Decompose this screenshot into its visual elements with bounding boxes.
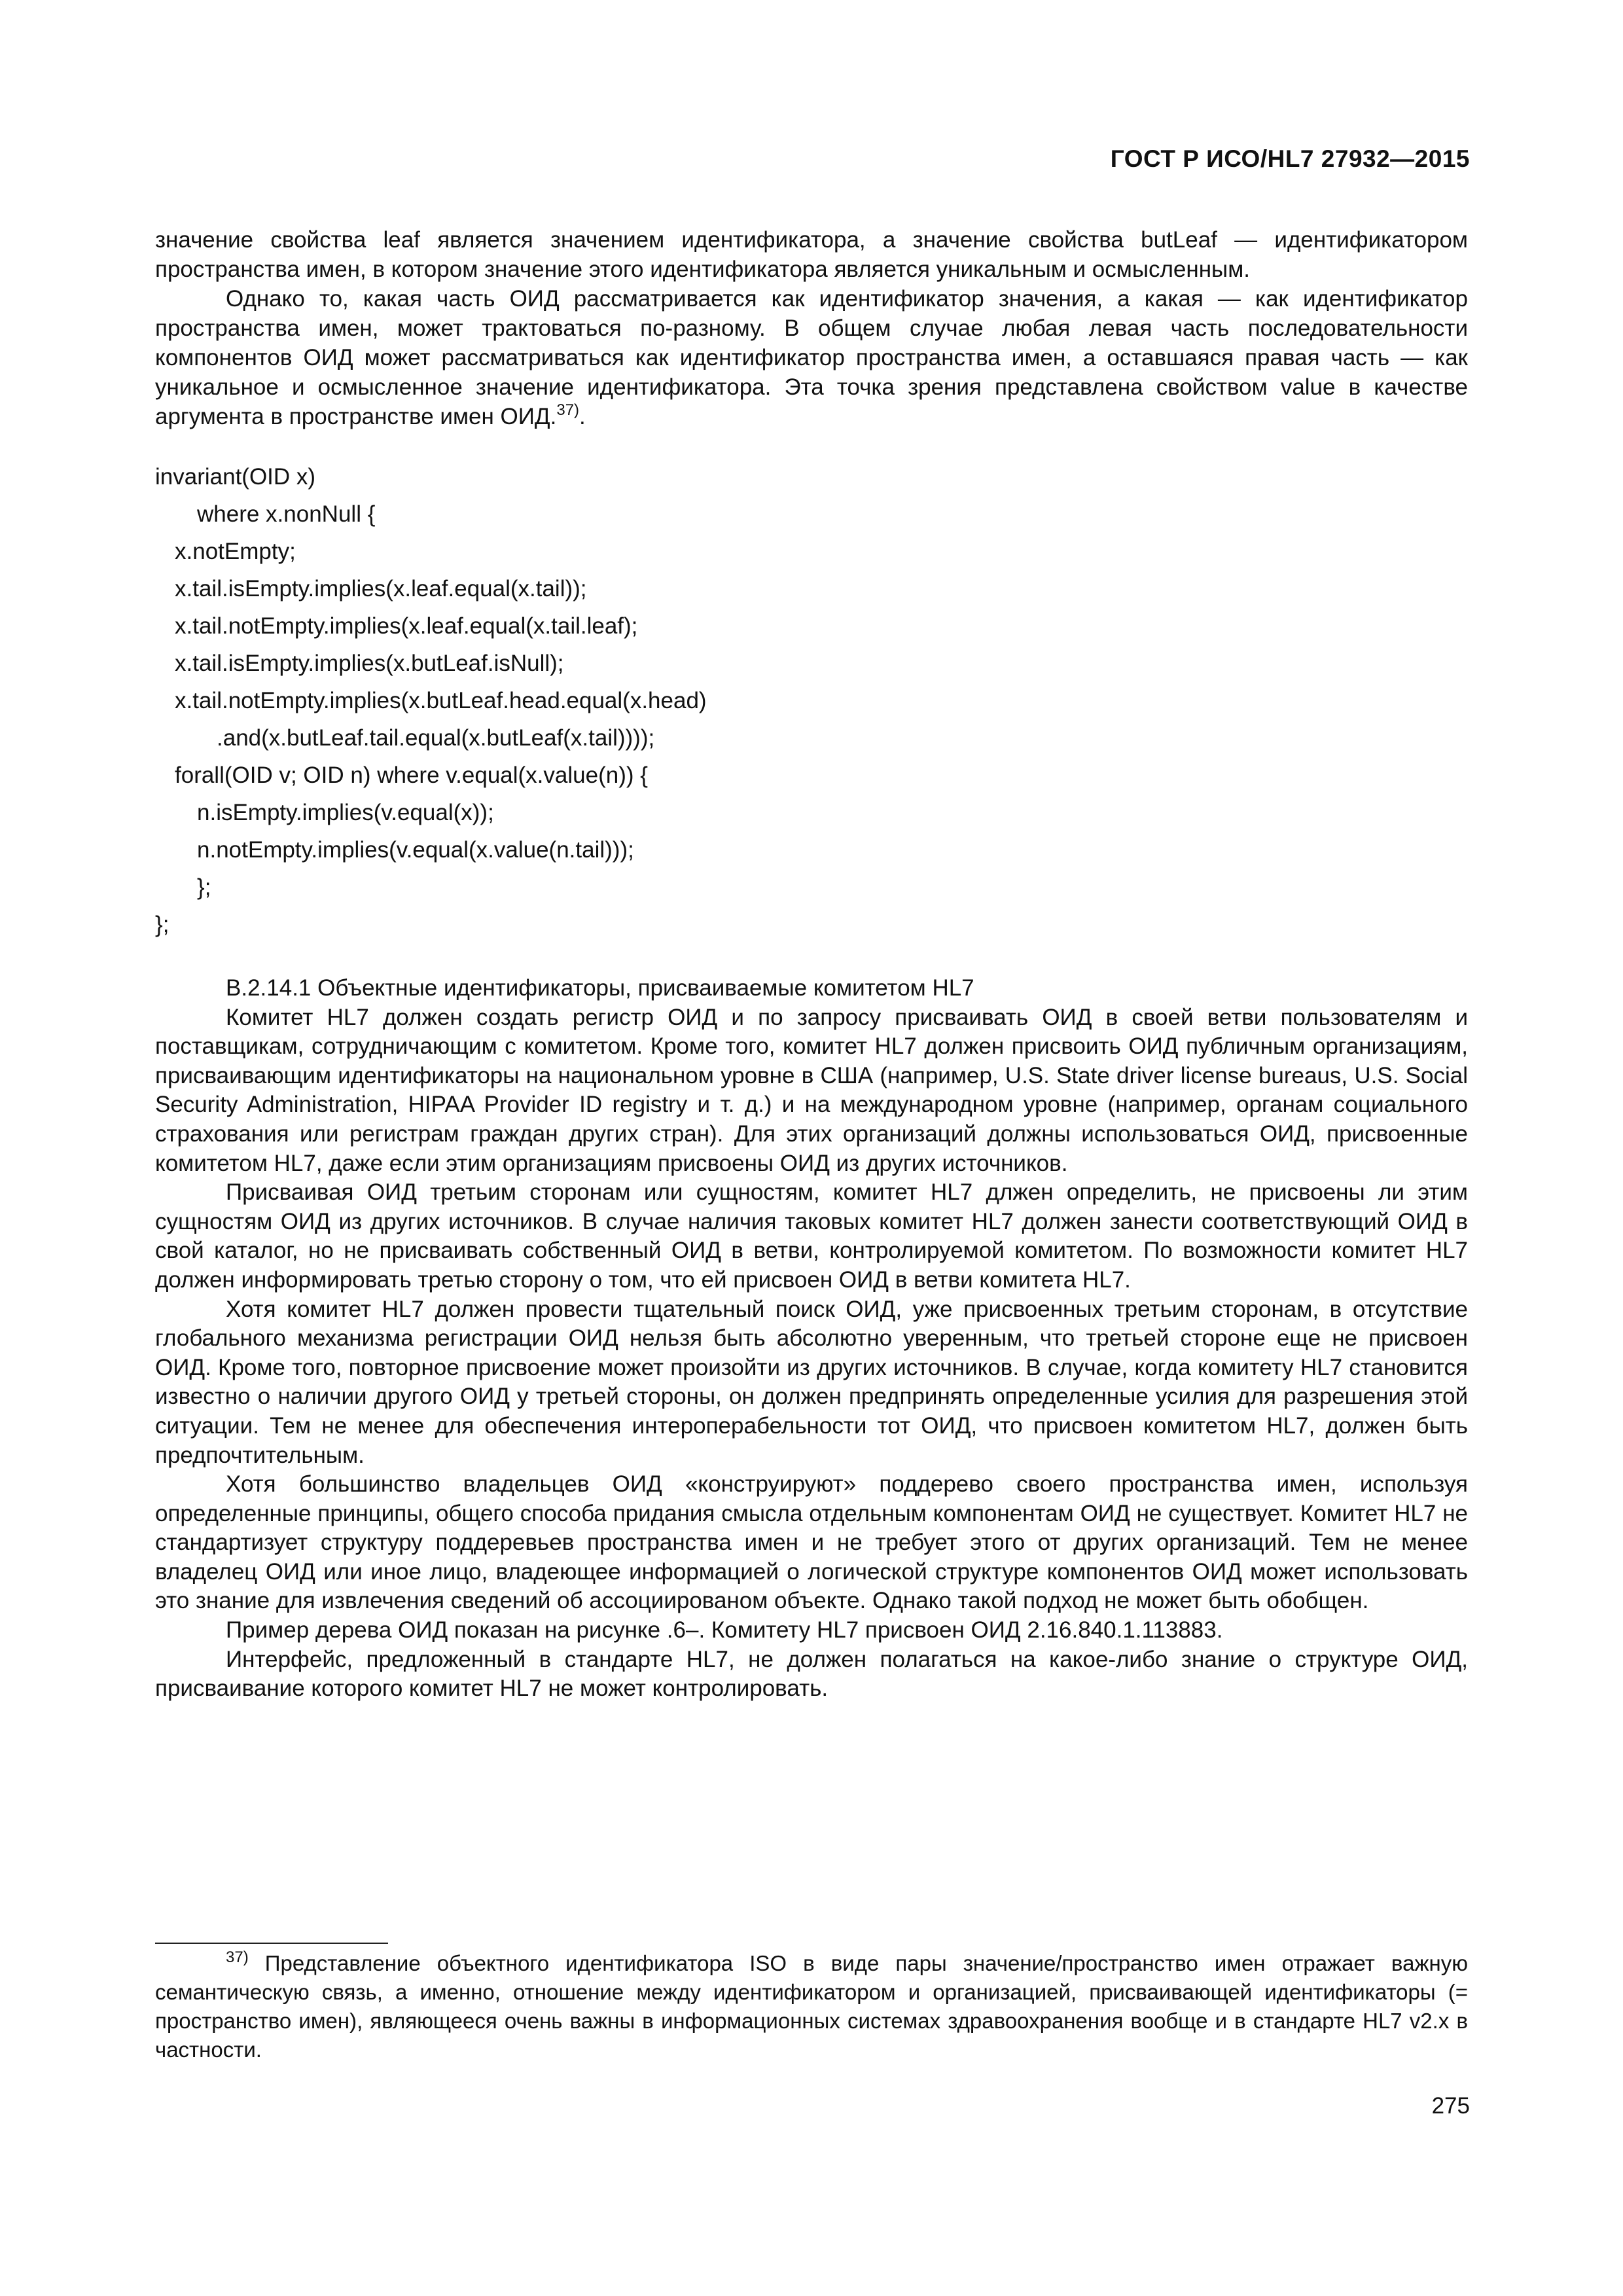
code-line: n.notEmpty.implies(v.equal(x.value(n.tail))); (197, 837, 634, 863)
footnote (155, 1949, 1468, 2064)
code-line: .and(x.butLeaf.tail.equal(x.butLeaf(x.tail)))); (217, 725, 655, 751)
page-number: 275 (1431, 2093, 1470, 2119)
footnote-reference[interactable]: 37) (556, 401, 580, 419)
code-line: x.tail.notEmpty.implies(x.leaf.equal(x.tail.leaf); (175, 613, 638, 639)
section-b-2-14-1 (155, 974, 1468, 1704)
code-line: where x.nonNull { (197, 501, 376, 527)
document-header: ГОСТ Р ИСО/HL7 27932—2015 (1110, 145, 1470, 172)
section-paragraph: Хотя большинство владельцев ОИД «конструируют» поддерево своего пространства имен, используя определенные принципы, общего способа придания смысла отдельным компонентам ОИД не существует. Комитет HL7 не стандартизует структуру поддеревьев пространства имен и не требует этого от других организаций. Тем не менее владелец ОИД или иное лицо, владеющее информацией о логической структуре компонентов ОИД может использовать это знание для извлечения сведений об ассоциированом объекте. Однако такой подход не может быть обобщен. (155, 1471, 1468, 1614)
intro-paragraph-2-end: . (579, 404, 586, 429)
code-line: }; (155, 912, 169, 937)
section-paragraph: Пример дерева ОИД показан на рисунке .6–. Комитету HL7 присвоен ОИД 2.16.840.1.113883. (226, 1617, 1223, 1643)
footnote-divider (155, 1943, 388, 1944)
section-paragraph: Интерфейс, предложенный в стандарте HL7, не должен полагаться на какое-либо знание о структуре ОИД, присваивание которого комитет HL7 не может контролировать. (155, 1646, 1468, 1702)
intro-paragraph-1: значение свойства leaf является значением идентификатора, а значение свойства butLeaf — идентификатором пространства имен, в котором значение этого идентификатора является уникальным и осмысленным. (155, 227, 1468, 282)
code-line: x.notEmpty; (175, 539, 296, 564)
code-line: x.tail.isEmpty.implies(x.butLeaf.isNull); (175, 651, 564, 676)
footnote-marker: 37) (226, 1948, 249, 1966)
footnote-text: Представление объектного идентификатора ISO в виде пары значение/пространство имен отражает важную семантическую связь, а именно, отношение между идентификатором и организацией, присваивающей идентификаторы (= пространство имен), являющееся очень важны в информационных системах здравоохранения вообще и в стандарте HL7 v2.x в частности. (155, 1951, 1468, 2062)
section-paragraph: Комитет HL7 должен создать регистр ОИД и по запросу присваивать ОИД в своей ветви пользователям и поставщикам, сотрудничающим с комитетом. Кроме того, комитет HL7 должен присвоить ОИД публичным организациям, присваивающим идентификаторы на национальном уровне в США (например, U.S. State driver license bureaus, U.S. Social Security Administration, HIPAA Provider ID registry и т. д.) и на международном уровне (например, органам социального страхования или регистрам граждан других стран). Для этих организаций должны использоваться ОИД, присвоенные комитетом HL7, даже если этим организациям присвоены ОИД из других источников. (155, 1004, 1468, 1176)
intro-paragraph-2-text: Однако то, какая часть ОИД рассматривается как идентификатор значения, а какая — как идентификатор пространства имен, может трактоваться по-разному. В общем случае любая левая часть последовательности компонентов ОИД может рассматриваться как идентификатор пространства имен, а оставшаяся правая часть — как уникальное и осмысленное значение идентификатора. Эта точка зрения представлена свойством value в качестве аргумента в пространстве имен ОИД. (155, 286, 1468, 429)
code-line: n.isEmpty.implies(v.equal(x)); (197, 800, 494, 825)
code-line: x.tail.notEmpty.implies(x.butLeaf.head.equal(x.head) (175, 688, 707, 713)
section-heading: B.2.14.1 Объектные идентификаторы, присваиваемые комитетом HL7 (226, 975, 974, 1001)
intro-text (155, 225, 1468, 431)
code-line: invariant(OID x) (155, 464, 316, 490)
intro-paragraph-2 (155, 284, 1468, 431)
code-line: x.tail.isEmpty.implies(x.leaf.equal(x.tail)); (175, 576, 587, 601)
section-paragraph: Присваивая ОИД третьим сторонам или сущностям, комитет HL7 длжен определить, не присвоены ли этим сущностям ОИД из других источников. В случае наличия таковых комитет HL7 должен занести соответствующий ОИД в свой каталог, но не присваивать собственный ОИД в ветви, контролируемой комитетом. По возможности комитет HL7 должен информировать третью сторону о том, что ей присвоен ОИД в ветви комитета HL7. (155, 1179, 1468, 1293)
code-line: forall(OID v; OID n) where v.equal(x.value(n)) { (175, 762, 648, 788)
code-line: }; (197, 874, 211, 900)
section-paragraph: Хотя комитет HL7 должен провести тщательный поиск ОИД, уже присвоенных третьим сторонам, в отсутствие глобального механизма регистрации ОИД нельзя быть абсолютно уверенным, что третьей стороне еще не присвоен ОИД. Кроме того, повторное присвоение может произойти из других источников. В случае, когда комитету HL7 становится известно о наличии другого ОИД у третьей стороны, он должен предпринять определенные усилия для разрешения этой ситуации. Тем не менее для обеспечения интероперабельности тот ОИД, что присвоен комитетом HL7, должен быть предпочтительным. (155, 1296, 1468, 1468)
code-block (155, 458, 707, 943)
